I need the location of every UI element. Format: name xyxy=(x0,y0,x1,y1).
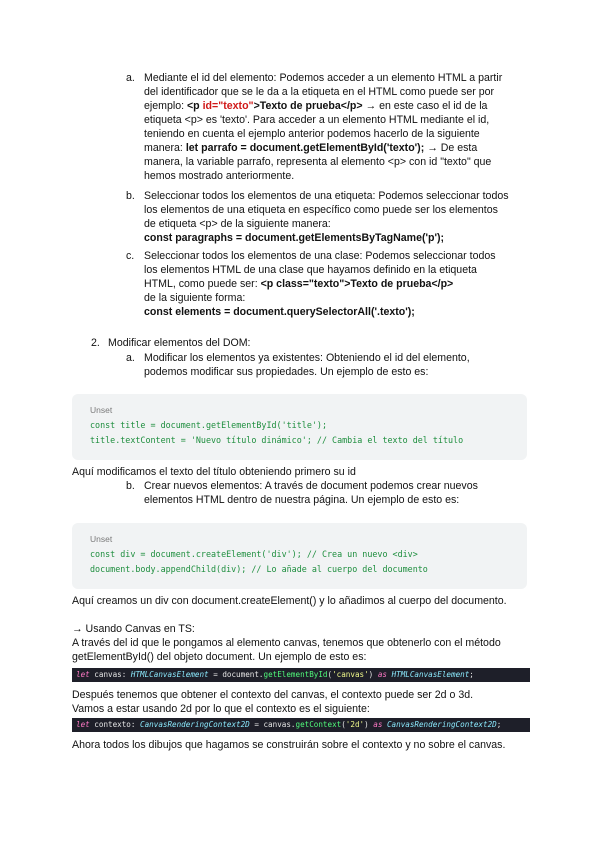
paragraph-line: A través del id que le pongamos al elemento canvas, tenemos que obtenerlo con el método xyxy=(72,637,501,649)
code-token: as xyxy=(377,670,387,679)
code-token: ( xyxy=(327,670,333,679)
list-line: del identificador que se le da a la etiqueta en el HTML como puede ser por xyxy=(144,86,495,98)
code-text: const paragraphs = document.getElementsByTagName('p'); xyxy=(144,232,445,244)
code-snippet-context xyxy=(72,718,530,732)
inline-code: <p class="texto">Texto de prueba</p> xyxy=(260,278,454,290)
code-token: ; xyxy=(496,720,502,729)
code-token: canvas xyxy=(94,670,122,679)
code-snippet-canvas xyxy=(72,668,530,682)
code-token: = xyxy=(208,670,223,679)
code-token: ; xyxy=(469,670,474,679)
paragraph-line: Vamos a estar usando 2d por lo que el contexto es el siguiente: xyxy=(72,703,370,715)
code-text: const elements = document.querySelectorAll('.texto'); xyxy=(144,306,415,318)
text: → en este caso el id de la xyxy=(362,100,488,112)
text: → De esta xyxy=(424,142,478,154)
section-title: Modificar elementos del DOM: xyxy=(108,337,251,349)
code-token: canvas xyxy=(263,720,291,729)
code-token: : xyxy=(130,720,141,729)
list-line: Mediante el id del elemento: Podemos acceder a un elemento HTML a partir xyxy=(144,72,503,84)
section-heading: → Usando Canvas en TS: xyxy=(72,623,195,635)
list-marker: b. xyxy=(126,190,135,202)
code-token: let xyxy=(76,670,90,679)
code-block xyxy=(72,523,527,589)
code-token: getElementById xyxy=(263,670,328,679)
code-token: = xyxy=(249,720,264,729)
code-token: 'canvas' xyxy=(332,670,369,679)
code-attr: id="texto" xyxy=(202,100,254,112)
code-token: getContext xyxy=(295,720,342,729)
text: manera: xyxy=(144,142,186,154)
list-line: los elementos HTML de una clase que hayamos definido en la etiqueta xyxy=(144,264,477,276)
code-token: CanvasRenderingContext2D xyxy=(386,720,497,729)
code-token: document xyxy=(222,670,259,679)
code-token: ( xyxy=(341,720,346,729)
text: ejemplo: xyxy=(144,100,187,112)
inline-code: let parrafo = document.getElementById('texto'); xyxy=(185,142,425,154)
code-token: . xyxy=(258,670,264,679)
list-line: Crear nuevos elementos: A través de document podemos crear nuevos xyxy=(144,480,478,492)
paragraph: Aquí modificamos el texto del título obteniendo primero su id xyxy=(72,466,356,478)
code-token: HTMLCanvasElement xyxy=(391,670,470,679)
paragraph: Aquí creamos un div con document.createElement() y lo añadimos al cuerpo del documento. xyxy=(72,595,507,607)
list-line: podemos modificar sus propiedades. Un ejemplo de esto es: xyxy=(144,366,429,378)
code-part: <p xyxy=(187,100,203,112)
list-marker: c. xyxy=(126,250,135,262)
code-token: HTMLCanvasElement xyxy=(130,670,209,679)
code-token: '2d' xyxy=(345,720,365,729)
list-line: de etiqueta <p> de la siguiente manera: xyxy=(144,218,331,230)
code-token: CanvasRenderingContext2D xyxy=(140,720,250,729)
list-line: los elementos de una etiqueta en específico como puede ser los elementos xyxy=(144,204,498,216)
list-line: etiqueta <p> es 'texto'. Para acceder a un elemento HTML mediante el id, xyxy=(144,114,490,126)
list-line: Seleccionar todos los elementos de una etiqueta: Podemos seleccionar todos xyxy=(144,190,509,202)
paragraph-line: Después tenemos que obtener el contexto del canvas, el contexto puede ser 2d o 3d. xyxy=(72,689,474,701)
code-line: const title = document.getElementById('title'); xyxy=(90,420,327,430)
list-line: teniendo en cuenta el ejemplo anterior podemos hacerlo de la siguiente xyxy=(144,128,480,140)
inline-code xyxy=(144,306,415,320)
list-marker: 2. xyxy=(91,337,100,349)
code-token: let xyxy=(76,720,90,729)
code-line: const div = document.createElement('div'); // Crea un nuevo <div> xyxy=(90,549,418,559)
list-line: Modificar los elementos ya existentes: Obteniendo el id del elemento, xyxy=(144,352,470,364)
code-language-label: Unset xyxy=(90,534,113,544)
paragraph: Ahora todos los dibujos que hagamos se construirán sobre el contexto y no sobre el canvas. xyxy=(72,739,506,751)
paragraph-line: getElementById() del objeto document. Un ejemplo de esto es: xyxy=(72,651,367,663)
code-line: document.body.appendChild(div); // Lo añade al cuerpo del documento xyxy=(90,564,428,574)
list-line: Seleccionar todos los elementos de una clase: Podemos seleccionar todos xyxy=(144,250,496,262)
list-line xyxy=(144,142,477,156)
list-line: hemos mostrado anteriormente. xyxy=(144,170,295,182)
code-language-label: Unset xyxy=(90,405,113,415)
text: HTML, como puede ser: xyxy=(144,278,261,290)
code-token: as xyxy=(373,720,383,729)
code-token: : xyxy=(121,670,131,679)
list-line: manera, la variable parrafo, representa al elemento <p> con id "texto" que xyxy=(144,156,492,168)
list-line xyxy=(144,278,453,292)
list-marker: a. xyxy=(126,352,135,364)
list-marker: b. xyxy=(126,480,135,492)
code-token: contexto xyxy=(94,720,131,729)
list-marker: a. xyxy=(126,72,135,84)
code-block xyxy=(72,394,527,460)
list-line xyxy=(144,100,487,114)
code-token: ) xyxy=(368,670,378,679)
code-token: ) xyxy=(364,720,374,729)
inline-code xyxy=(187,100,363,112)
list-line: elementos HTML dentro de nuestra página. Un ejemplo de esto es: xyxy=(144,494,460,506)
code-part: >Texto de prueba</p> xyxy=(253,100,363,112)
inline-code xyxy=(144,232,444,246)
code-token: . xyxy=(290,720,296,729)
code-line: title.textContent = 'Nuevo título dinámico'; // Cambia el texto del título xyxy=(90,435,464,445)
list-line: de la siguiente forma: xyxy=(144,292,246,304)
